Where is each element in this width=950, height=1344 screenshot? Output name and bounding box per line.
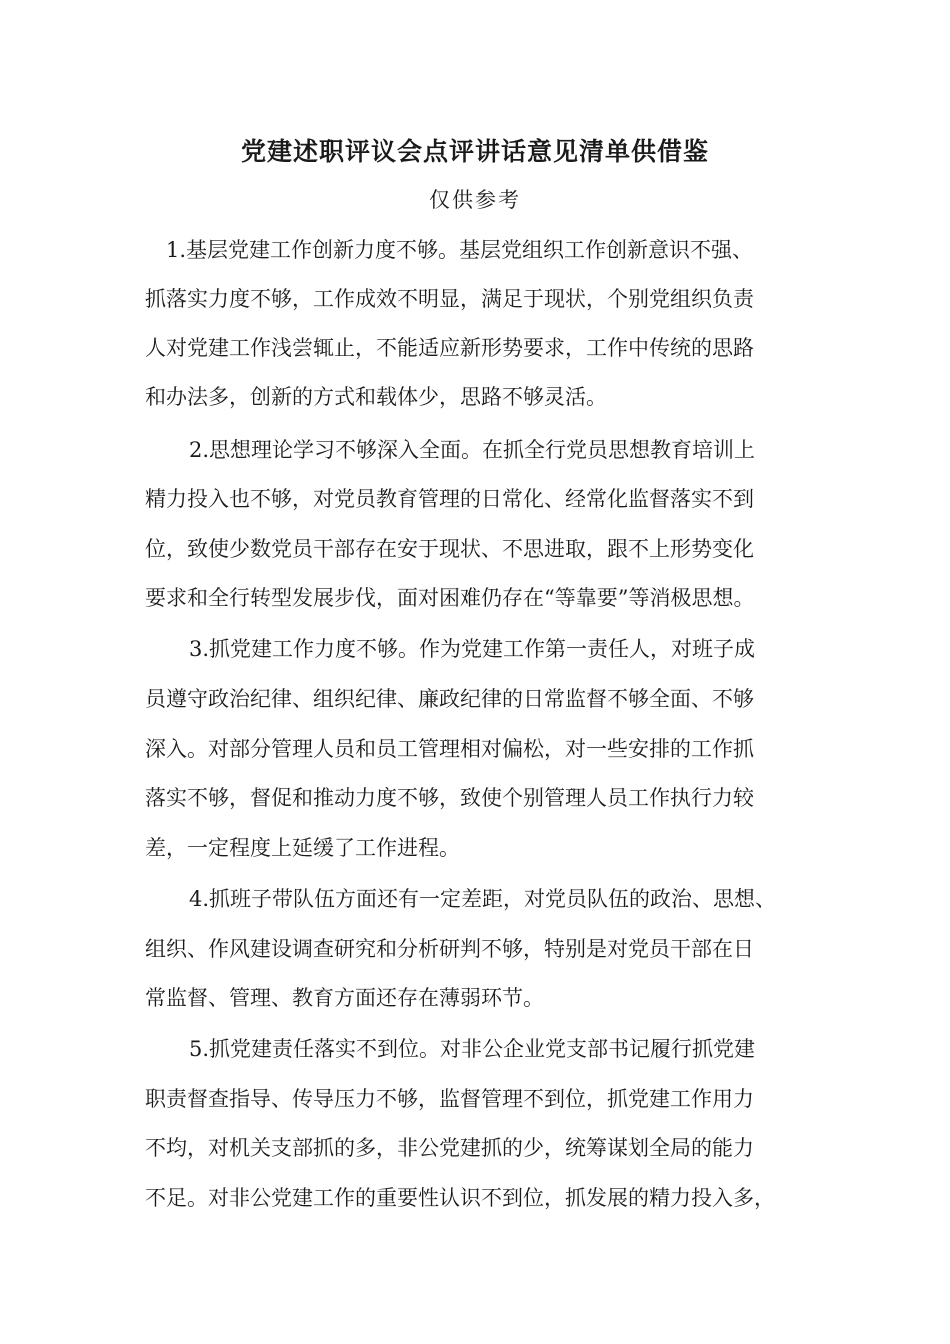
paragraph-3-line-4: 落实不够，督促和推动力度不够，致使个别管理人员工作执行力较 <box>145 786 754 810</box>
document-subtitle: 仅供参考 <box>429 188 521 212</box>
paragraph-1-line-3: 人对党建工作浅尝辄止，不能适应新形势要求，工作中传统的思路 <box>145 336 754 360</box>
paragraph-4-line-2: 组织、作风建设调查研究和分析研判不够，特别是对党员干部在日 <box>145 937 754 961</box>
paragraph-1-line-4: 和办法多，创新的方式和载体少，思路不够灵活。 <box>145 385 607 409</box>
paragraph-2-line-3: 位，致使少数党员干部存在安于现状、不思进取，跟不上形势变化 <box>145 537 754 561</box>
paragraph-5-line-2: 职责督查指导、传导压力不够，监督管理不到位，抓党建工作用力 <box>145 1087 754 1111</box>
paragraph-4-line-3: 常监督、管理、教育方面还存在薄弱环节。 <box>145 986 544 1010</box>
paragraph-1-line-1: 1.基层党建工作创新力度不够。基层党组织工作创新意识不强、 <box>166 238 754 262</box>
paragraph-5-line-3: 不均，对机关支部抓的多，非公党建抓的少，统筹谋划全局的能力 <box>145 1136 754 1160</box>
paragraph-2-line-2: 精力投入也不够，对党员教育管理的日常化、经常化监督落实不到 <box>145 487 754 511</box>
paragraph-3-line-5: 差，一定程度上延缓了工作进程。 <box>145 836 460 860</box>
paragraph-5-line-1: 5.抓党建责任落实不到位。对非公企业党支部书记履行抓党建 <box>189 1037 756 1061</box>
document-title: 党建述职评议会点评讲话意见清单供借鉴 <box>240 137 709 166</box>
paragraph-1-line-2: 抓落实力度不够，工作成效不明显，满足于现状，个别党组织负责 <box>145 287 754 311</box>
paragraph-3-line-1: 3.抓党建工作力度不够。作为党建工作第一责任人，对班子成 <box>189 637 756 661</box>
paragraph-3-line-3: 深入。对部分管理人员和员工管理相对偏松，对一些安排的工作抓 <box>145 737 754 761</box>
paragraph-2-line-1: 2.思想理论学习不够深入全面。在抓全行党员思想教育培训上 <box>189 438 756 462</box>
paragraph-4-line-1: 4.抓班子带队伍方面还有一定差距，对党员队伍的政治、思想、 <box>189 887 777 911</box>
paragraph-3-line-2: 员遵守政治纪律、组织纪律、廉政纪律的日常监督不够全面、不够 <box>145 687 754 711</box>
paragraph-2-line-4: 要求和全行转型发展步伐，面对困难仍存在“等靠要”等消极思想。 <box>145 586 755 610</box>
paragraph-5-line-4: 不足。对非公党建工作的重要性认识不到位，抓发展的精力投入多， <box>145 1186 775 1210</box>
